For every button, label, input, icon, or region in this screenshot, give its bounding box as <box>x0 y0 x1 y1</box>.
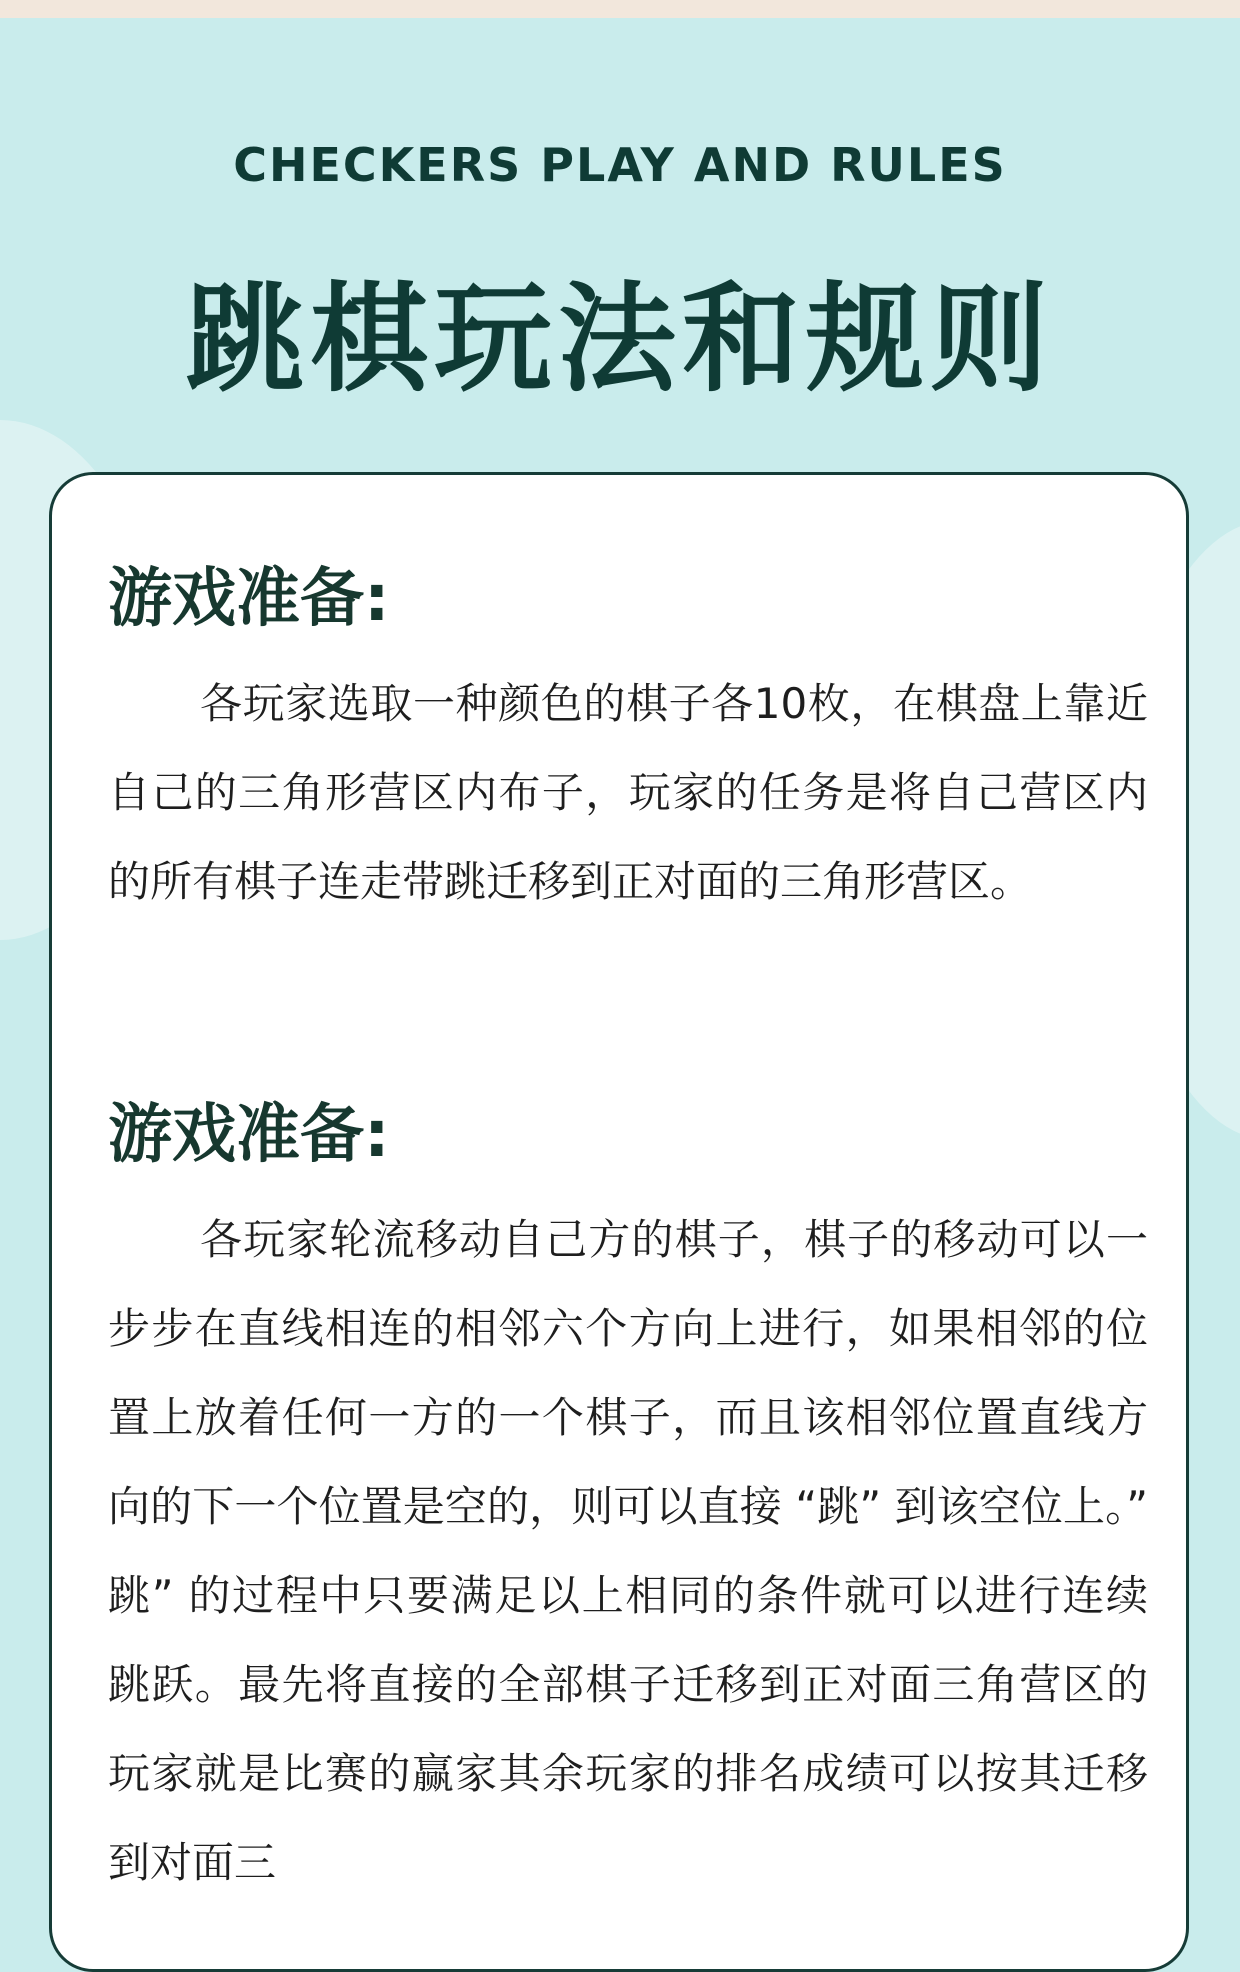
page-subtitle: CHECKERS PLAY AND RULES <box>233 138 1007 192</box>
rules-card <box>49 472 1189 1972</box>
top-strip <box>0 0 1240 18</box>
page-title: 跳棋玩法和规则 <box>185 270 1054 408</box>
rules-section-preparation <box>108 562 1148 926</box>
section-heading: 游戏准备: <box>108 562 390 636</box>
rules-section-gameplay <box>108 1098 1148 1907</box>
section-heading: 游戏准备: <box>108 1098 390 1172</box>
section-body: 各玩家轮流移动自己方的棋子，棋子的移动可以一步步在直线相连的相邻六个方向上进行，如果相邻的位置上放着任何一方的一个棋子，而且该相邻位置直线方向的下一个位置是空的，则可以直接 “跳” 到该空位上。” 跳” 的过程中只要满足以上相同的条件就可以进行连续跳跃。最先将直接的全部棋子迁移到正对面三角营区的玩家就是比赛的赢家其余玩家的排名成绩可以按其迁移到对面三 <box>108 1215 1148 1887</box>
section-body: 各玩家选取一种颜色的棋子各10枚，在棋盘上靠近自己的三角形营区内布子，玩家的任务是将自己营区内的所有棋子连走带跳迁移到正对面的三角形营区。 <box>108 679 1148 906</box>
